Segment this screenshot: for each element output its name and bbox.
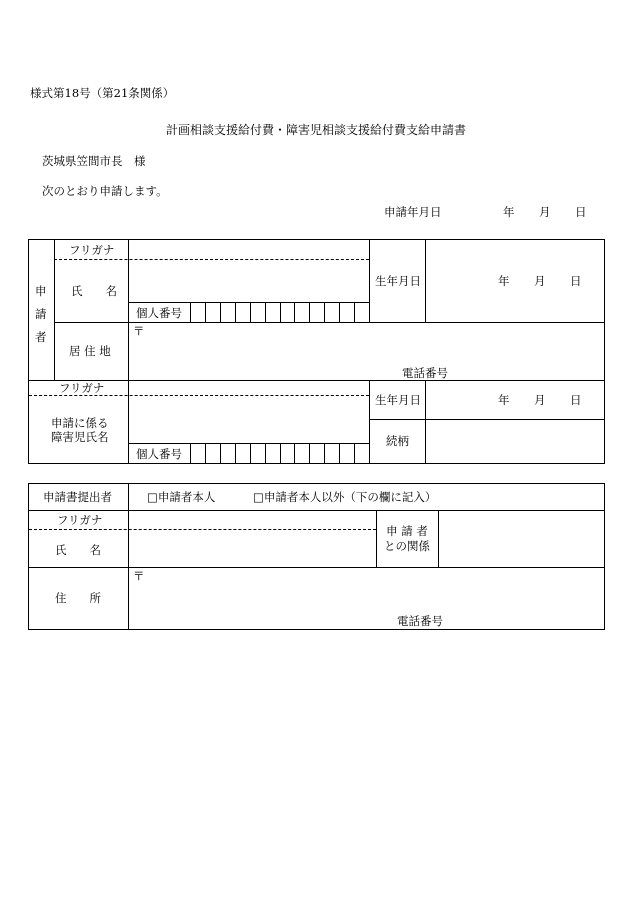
child-furigana-label: フリガナ [59,381,105,395]
submitter-label: 申請書提出者 [43,490,112,504]
applicant-vertical-label: 申請者 [35,284,47,344]
child-birth-date-label: 生年月日 [375,393,421,407]
submitter-name-label: 氏 名 [55,543,101,557]
relation-to-applicant-label: 申 請 者 との関係 [384,524,430,553]
postal-mark: 〒 [133,324,145,338]
option-other-than-applicant[interactable]: □申請者本人以外（下の欄に記入） [253,490,437,504]
intro-text: 次のとおり申請します。 [42,184,168,198]
furigana-label: フリガナ [69,243,115,257]
submitter-address-label: 住 所 [55,591,101,605]
addressee: 茨城県笠間市長 様 [42,154,146,168]
child-birth-day: 日 [570,393,582,407]
application-date-label: 申請年月日 [384,205,442,219]
phone-label: 電話番号 [402,366,448,380]
name-label: 氏 名 [71,284,117,298]
birth-year: 年 [498,274,510,288]
birth-date-label: 生年月日 [375,274,421,288]
birth-month: 月 [534,274,546,288]
submitter-table [28,483,605,630]
applicant-table [28,239,605,464]
form-title: 計画相談支援給付費・障害児相談支援給付費支給申請書 [166,123,467,137]
submitter-furigana-label: フリガナ [57,513,103,527]
submitter-postal-mark: 〒 [133,569,145,583]
submitter-phone-label: 電話番号 [397,614,443,628]
birth-day: 日 [570,274,582,288]
child-individual-number-label: 個人番号 [136,447,182,461]
application-date-month: 月 [539,205,551,219]
form-number: 様式第18号（第21条関係） [30,86,175,100]
application-date-year: 年 [503,205,515,219]
individual-number-label: 個人番号 [136,306,182,320]
individual-number-boxes-applicant[interactable] [190,302,369,322]
relationship-label: 続柄 [386,434,409,448]
child-name-label: 申請に係る 障害児氏名 [51,416,109,444]
child-birth-month: 月 [534,393,546,407]
individual-number-boxes-child[interactable] [190,443,369,464]
option-applicant-self[interactable]: □申請者本人 [147,490,216,504]
application-date-day: 日 [575,205,587,219]
residence-label: 居 住 地 [69,344,111,358]
child-birth-year: 年 [498,393,510,407]
